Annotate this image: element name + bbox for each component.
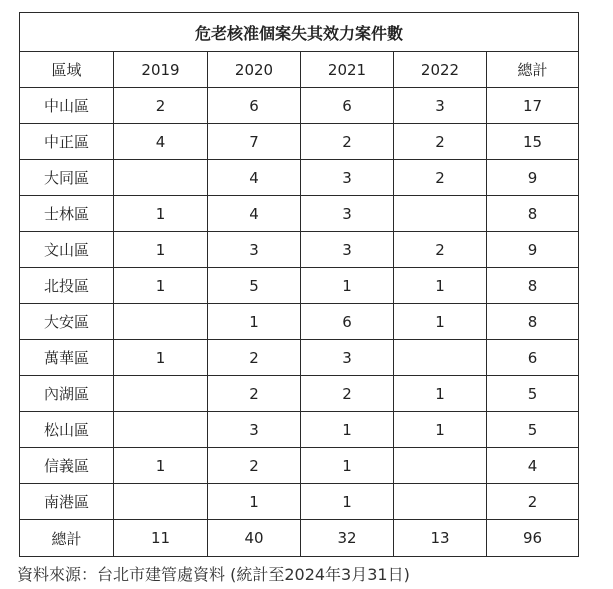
table-row (20, 448, 579, 484)
value-cell-2019 (114, 412, 208, 448)
row-total-cell: 15 (487, 124, 579, 160)
column-header-2019: 2019 (114, 52, 208, 88)
district-cell: 北投區 (20, 268, 114, 304)
district-cell: 中山區 (20, 88, 114, 124)
table-row (20, 88, 579, 124)
value-cell-2019: 4 (114, 124, 208, 160)
value-cell-2021: 2 (301, 124, 394, 160)
value-cell-2022: 2 (394, 160, 487, 196)
value-cell-2020: 3 (208, 412, 301, 448)
table-row (20, 484, 579, 520)
value-cell-2021: 3 (301, 160, 394, 196)
table-row (20, 304, 579, 340)
value-cell-2020: 6 (208, 88, 301, 124)
value-cell-2019: 1 (114, 268, 208, 304)
district-cell: 文山區 (20, 232, 114, 268)
value-cell-2022: 1 (394, 412, 487, 448)
column-header-district: 區域 (20, 52, 114, 88)
totals-label: 總計 (20, 520, 114, 557)
value-cell-2020: 1 (208, 484, 301, 520)
value-cell-2022: 1 (394, 304, 487, 340)
value-cell-2020: 1 (208, 304, 301, 340)
value-cell-2020: 5 (208, 268, 301, 304)
source-note: 資料來源：台北市建管處資料 (統計至2024年3月31日) (17, 565, 410, 584)
district-cell: 南港區 (20, 484, 114, 520)
total-cell-2020: 40 (208, 520, 301, 557)
value-cell-2021: 1 (301, 412, 394, 448)
value-cell-2021: 6 (301, 88, 394, 124)
column-header-total: 總計 (487, 52, 579, 88)
value-cell-2021: 3 (301, 340, 394, 376)
value-cell-2021: 2 (301, 376, 394, 412)
value-cell-2022: 3 (394, 88, 487, 124)
value-cell-2021: 1 (301, 268, 394, 304)
column-header-2020: 2020 (208, 52, 301, 88)
value-cell-2022: 2 (394, 124, 487, 160)
row-total-cell: 8 (487, 304, 579, 340)
table-row (20, 160, 579, 196)
value-cell-2021: 3 (301, 232, 394, 268)
value-cell-2020: 4 (208, 160, 301, 196)
value-cell-2020: 2 (208, 376, 301, 412)
table-body (20, 88, 579, 520)
value-cell-2022 (394, 340, 487, 376)
row-total-cell: 17 (487, 88, 579, 124)
value-cell-2020: 4 (208, 196, 301, 232)
table-row (20, 232, 579, 268)
table-title: 危老核准個案失其效力案件數 (20, 13, 579, 52)
total-cell-2022: 13 (394, 520, 487, 557)
value-cell-2019: 1 (114, 232, 208, 268)
value-cell-2019 (114, 160, 208, 196)
district-cell: 中正區 (20, 124, 114, 160)
table-row (20, 376, 579, 412)
value-cell-2019: 2 (114, 88, 208, 124)
value-cell-2022: 2 (394, 232, 487, 268)
data-table (19, 12, 579, 557)
district-cell: 大同區 (20, 160, 114, 196)
row-total-cell: 8 (487, 268, 579, 304)
value-cell-2020: 3 (208, 232, 301, 268)
district-cell: 松山區 (20, 412, 114, 448)
table-row (20, 124, 579, 160)
value-cell-2022: 1 (394, 376, 487, 412)
district-cell: 士林區 (20, 196, 114, 232)
value-cell-2019 (114, 304, 208, 340)
district-cell: 萬華區 (20, 340, 114, 376)
value-cell-2021: 1 (301, 448, 394, 484)
row-total-cell: 2 (487, 484, 579, 520)
value-cell-2019: 1 (114, 196, 208, 232)
column-header-2021: 2021 (301, 52, 394, 88)
value-cell-2021: 6 (301, 304, 394, 340)
value-cell-2020: 2 (208, 340, 301, 376)
value-cell-2019: 1 (114, 340, 208, 376)
row-total-cell: 4 (487, 448, 579, 484)
value-cell-2019: 1 (114, 448, 208, 484)
row-total-cell: 5 (487, 376, 579, 412)
value-cell-2020: 7 (208, 124, 301, 160)
table-row (20, 412, 579, 448)
value-cell-2022 (394, 484, 487, 520)
district-cell: 內湖區 (20, 376, 114, 412)
value-cell-2021: 3 (301, 196, 394, 232)
value-cell-2019 (114, 376, 208, 412)
value-cell-2022 (394, 196, 487, 232)
total-cell-2019: 11 (114, 520, 208, 557)
row-total-cell: 6 (487, 340, 579, 376)
district-cell: 信義區 (20, 448, 114, 484)
value-cell-2022: 1 (394, 268, 487, 304)
value-cell-2022 (394, 448, 487, 484)
row-total-cell: 9 (487, 160, 579, 196)
row-total-cell: 9 (487, 232, 579, 268)
value-cell-2019 (114, 484, 208, 520)
column-header-2022: 2022 (394, 52, 487, 88)
value-cell-2021: 1 (301, 484, 394, 520)
district-cell: 大安區 (20, 304, 114, 340)
total-cell-2021: 32 (301, 520, 394, 557)
grand-total-cell: 96 (487, 520, 579, 557)
value-cell-2020: 2 (208, 448, 301, 484)
table-row (20, 196, 579, 232)
row-total-cell: 8 (487, 196, 579, 232)
table-row (20, 340, 579, 376)
row-total-cell: 5 (487, 412, 579, 448)
totals-row (20, 520, 579, 557)
table-row (20, 268, 579, 304)
